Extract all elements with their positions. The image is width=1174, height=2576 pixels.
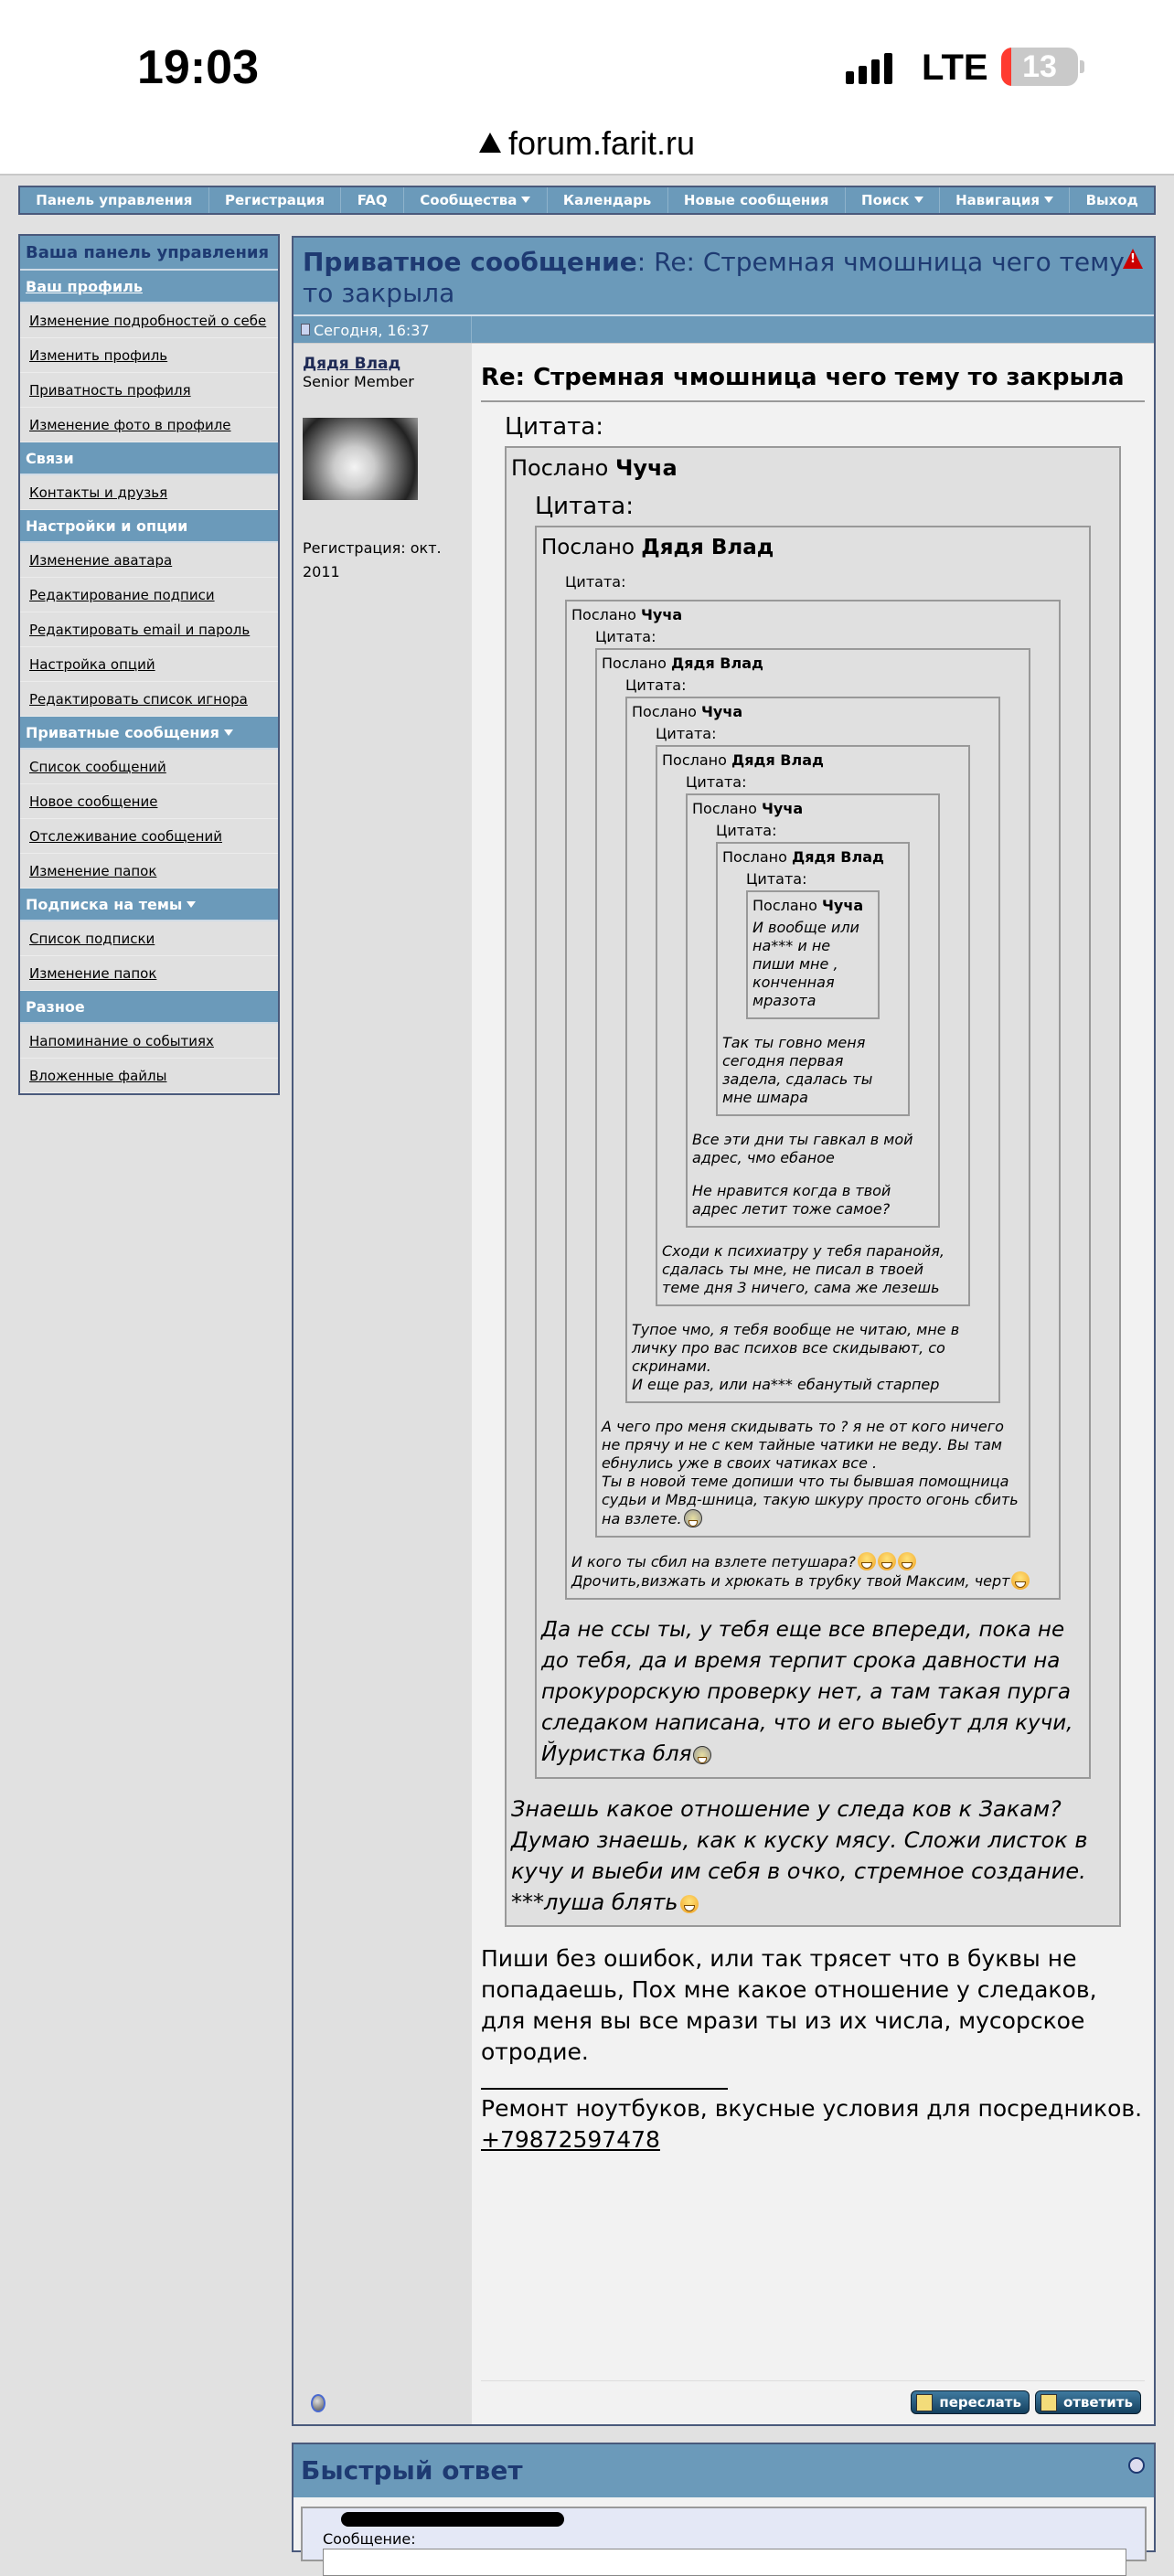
sidebar-item[interactable] [20,819,278,854]
quote-line: Знаешь какое отношение у следа ков к Закам? [511,1796,1062,1822]
quote-author: Дядя Влад [792,848,884,866]
quote-line: Тупое чмо, я тебя вообще не читаю, мне в личку про вас психов все скидывают, со скринами. [632,1321,960,1375]
sidebar-item[interactable] [20,578,278,612]
nav-item[interactable] [404,187,548,213]
collapse-icon[interactable] [1128,2457,1145,2474]
posted-by-label: Послано [571,606,636,623]
quote-paragraph [692,1182,934,1219]
quick-reply-panel [292,2443,1156,2552]
quote-line: Сходи к психиатру у тебя паранойя, сдалась ты мне, не писал в твоей теме дня 3 ничего, сама же лезешь [662,1242,945,1296]
nav-item-label: Регистрация [224,192,326,208]
sidebar-item[interactable] [20,647,278,682]
post-actions [481,2380,1145,2424]
quote-paragraph [571,1552,1054,1591]
sidebar-section-header[interactable] [20,510,278,543]
avatar [303,418,418,500]
dropdown-arrow-icon [1044,197,1053,203]
quote-text [692,1131,934,1219]
sidebar-item[interactable] [20,1059,278,1093]
reply-label: ответить [1062,2394,1133,2411]
quote-block [541,567,1084,1600]
dropdown-arrow-icon[interactable] [224,729,233,736]
sidebar-link[interactable]: Настройка опций [29,656,155,673]
quote-paragraph [692,1131,934,1167]
quote-line: Так ты говно меня сегодня первая задела, сдалась ты мне шмара [722,1034,873,1106]
quote-line: Все эти дни ты гавкал в мой адрес, чмо ебаное [692,1131,913,1166]
sidebar-section-header[interactable] [20,889,278,921]
quick-reply-title: Быстрый ответ [301,2455,523,2486]
reply-icon [1041,2394,1057,2411]
sidebar-item[interactable] [20,475,278,510]
sidebar-item[interactable] [20,956,278,991]
posted-by-label: Послано [511,455,609,481]
sidebar-link[interactable]: Контакты и друзья [29,484,168,501]
quote-block [722,870,903,1019]
quote-label: Цитата: [505,413,603,441]
sidebar-item[interactable] [20,854,278,889]
quote-block [632,725,994,1306]
sidebar-item[interactable] [20,373,278,408]
quote-box [595,648,1030,1538]
quote-line: И кого ты сбил на взлете петушара? [571,1553,856,1570]
report-icon[interactable] [1123,249,1143,269]
battery-level: 13 [1022,49,1057,84]
quote-box [746,890,880,1019]
sidebar-header-label[interactable]: Ваш профиль [26,278,143,295]
sidebar-link[interactable]: Изменение подробностей о себе [29,313,267,329]
forward-label: переслать [939,2394,1021,2411]
sidebar-link[interactable]: Вложенные файлы [29,1068,167,1084]
page-title [294,238,1154,316]
sidebar-link[interactable]: Изменение фото в профиле [29,417,231,433]
dropdown-arrow-icon [914,197,923,203]
quote-paragraph [632,1321,994,1394]
nav-item-label: Новые сообщения [683,192,829,208]
sidebar-section-header[interactable] [20,271,278,303]
quote-paragraph [662,1242,964,1297]
quote-label: Цитата: [716,822,777,839]
message-label: Сообщение: [323,2530,416,2548]
quote-author-line [632,703,994,721]
quote-box [686,793,940,1228]
posted-by-label: Послано [662,751,727,769]
reply-button[interactable] [1035,2390,1141,2414]
ios-status-bar [0,0,1174,176]
sidebar-item[interactable] [20,682,278,717]
spacer [481,2163,1145,2380]
quote-line: Да не ссы ты, у тебя еще все впереди, пока не до тебя, да и время терпит срока давности на прокурорскую проверку нет, а там такая пурга следаком написана, что и его выебут для кучи, Йуристка бля [541,1618,1073,1766]
forward-button[interactable] [911,2390,1030,2414]
username-link[interactable]: Дядя Влад [303,355,401,373]
forward-icon [916,2394,933,2411]
quote-text [571,1552,1054,1591]
post-row [294,344,1154,2424]
nav-item-label: Календарь [562,192,652,208]
quote-paragraph [541,1614,1084,1770]
quote-author-line [571,606,1054,624]
sidebar-section-header[interactable] [20,442,278,475]
sidebar-item[interactable] [20,1024,278,1059]
quote-author-line [752,897,873,915]
grin-emoji-icon [898,1552,916,1570]
nav-item[interactable] [1070,187,1154,213]
nav-item-label: Поиск [861,192,910,208]
nav-item[interactable] [548,187,668,213]
nav-item-label: FAQ [357,192,388,208]
quote-author: Чуча [701,703,743,720]
quick-reply-form [301,2507,1147,2561]
title-subject: Re: Стремная чмошница чего тему то закрыла [303,247,1125,308]
quote-label: Цитата: [746,870,807,888]
phone-link[interactable]: +79872597478 [481,2126,660,2153]
quote-block [511,491,1115,1779]
post-title: Re: Стремная чмошница чего тему то закрыла [481,353,1145,402]
quote-box [505,446,1121,1927]
nav-item[interactable] [846,187,940,213]
quote-text [602,1418,1024,1528]
quote-author-line [722,848,903,867]
quote-text [541,1614,1084,1770]
sidebar-header-label: Ваша панель управления [26,243,270,262]
clock: 19:03 [137,41,259,94]
quote-thread [481,410,1145,1927]
quote-line: И вообще или на*** и не пиши мне , конченная мразота [752,919,859,1009]
sidebar-header-label: Настройки и опции [26,517,188,535]
quote-line: Ты в новой теме допиши что ты бывшая помощница судьи и Мвд-шница, такую шкуру просто огонь сбить на взлете. [602,1473,1019,1528]
signature [481,2093,1145,2163]
sidebar-link[interactable]: Новое сообщение [29,793,158,810]
quote-author-line [662,751,964,770]
nav-item[interactable] [20,187,209,213]
sidebar-link[interactable]: Отслеживание сообщений [29,828,222,845]
sidebar [18,234,280,1095]
signature-text: Ремонт ноутбуков, вкусные условия для посредников. [481,2095,1143,2122]
sidebar-link[interactable]: Список подписки [29,931,155,947]
sidebar-item[interactable] [20,338,278,373]
signal-icon [846,53,892,84]
sidebar-link[interactable]: Изменение аватара [29,552,173,569]
nav-item[interactable] [341,187,403,213]
sidebar-item[interactable] [20,408,278,442]
sidebar-header-label: Приватные сообщения [26,724,219,741]
sidebar-link[interactable]: Редактировать email и пароль [29,622,251,638]
post-date-bar [294,316,1154,344]
quote-author: Чуча [641,606,683,623]
quote-author-line [511,452,1115,484]
dropdown-arrow-icon [521,197,530,203]
quote-author-line [692,800,934,818]
sidebar-item[interactable] [20,750,278,784]
quote-label: Цитата: [686,773,747,791]
quote-text [632,1321,994,1394]
sidebar-link[interactable]: Редактировать список игнора [29,691,248,708]
sidebar-title [20,236,278,271]
online-status-icon [311,2394,326,2412]
quote-line: ***луша блять [511,1889,678,1915]
quote-paragraph [722,1034,903,1107]
sidebar-header-label: Разное [26,998,85,1016]
quote-box [656,745,970,1306]
quote-line: Дрочить,визжать и хрюкать в трубку твой Максим, черт [571,1572,1010,1590]
post-body: Пиши без ошибок, или так трясет что в буквы не попадаешь, Пох мне какое отношение у следаков, для меня вы все мрази ты из их числа, мусорское отродие. [481,1945,1097,2065]
sidebar-item[interactable] [20,303,278,338]
quote-line: Думаю знаешь, как к куску мясу. Сложи листок в кучу и выеби им себя в очко, стремное создание. [511,1827,1088,1884]
quote-author-line [602,655,1024,673]
message-textarea[interactable] [323,2549,1126,2576]
sidebar-link[interactable]: Напоминание о событиях [29,1033,214,1049]
sidebar-link[interactable]: Изменение папок [29,863,157,879]
signature-divider [481,2088,728,2090]
quote-line: И еще раз, или на*** ебанутый старпер [632,1376,940,1393]
quote-author: Чуча [762,800,804,817]
nav-item-label: Выход [1085,192,1138,208]
nav-item[interactable] [668,187,846,213]
quote-paragraph [511,1794,1115,1918]
quote-line: А чего про меня скидывать то ? я не от кого ничего не прячу и не с кем тайные чатики не веду. Вы там ебнулись уже в своих чатиках все . [602,1418,1004,1472]
message-panel [292,236,1156,2426]
quote-author: Дядя Влад [731,751,824,769]
posted-by-label: Послано [632,703,697,720]
warning-icon [479,133,501,153]
quote-block [602,676,1024,1403]
sidebar-link[interactable]: Редактирование подписи [29,587,215,603]
quote-box [716,842,910,1116]
quote-author: Дядя Влад [641,536,774,559]
quote-label: Цитата: [625,676,687,694]
url-text: forum.farit.ru [507,124,696,162]
posted-by-label: Послано [752,897,817,914]
quote-paragraph [602,1418,1024,1528]
user-info [294,344,472,2424]
top-navbar [18,186,1156,215]
posted-by-label: Послано [722,848,787,866]
nav-item[interactable] [209,187,342,213]
quote-label: Цитата: [565,573,626,591]
posted-by-label: Послано [692,800,757,817]
quote-author-line [541,532,1084,563]
nav-item-label: Сообщества [420,192,518,208]
grin-emoji-icon [1011,1571,1030,1590]
sidebar-link[interactable]: Приватность профиля [29,382,191,399]
grin-emoji-icon [878,1552,896,1570]
quote-text [722,1034,903,1107]
quote-author: Чуча [615,455,678,481]
user-rank: Senior Member [303,373,414,390]
network-type: LTE [922,48,988,88]
registration-date: Регистрация: окт. 2011 [303,539,442,580]
battery-tip [1080,60,1084,73]
grimace-smiley-icon [684,1509,702,1528]
nav-item[interactable] [940,187,1071,213]
posted-by-label: Послано [541,536,635,559]
redacted-bar [341,2512,564,2527]
content-column [292,236,1156,2552]
quote-text [752,919,873,1010]
title-separator: : [636,247,646,277]
quote-paragraph [752,919,873,1010]
quote-box [625,697,1000,1403]
battery-icon [1001,48,1078,86]
post-icon [301,324,310,335]
quote-block [662,773,964,1228]
post-content [472,344,1154,2424]
quote-block [571,628,1054,1538]
grin-emoji-icon [680,1895,699,1913]
sidebar-section-header[interactable] [20,991,278,1024]
grimace-smiley-icon [693,1746,711,1764]
quote-author: Дядя Влад [671,655,763,672]
nav-item-label: Навигация [955,192,1040,208]
dropdown-arrow-icon[interactable] [187,901,196,908]
grin-emoji-icon [858,1552,876,1570]
quote-author: Чуча [822,897,864,914]
sidebar-item[interactable] [20,784,278,819]
quote-text [511,1794,1115,1918]
sidebar-item[interactable] [20,543,278,578]
quote-block [505,413,1145,1927]
nav-item-label: Панель управления [36,192,193,208]
quote-text [662,1242,964,1297]
sidebar-section-header[interactable] [20,717,278,750]
sidebar-item[interactable] [20,921,278,956]
quote-line: Не нравится когда в твой адрес летит тоже самое? [692,1182,891,1218]
quote-label: Цитата: [656,725,717,742]
sidebar-item[interactable] [20,612,278,647]
quote-box [565,600,1061,1600]
post-date: Сегодня, 16:37 [314,322,430,339]
quote-box [535,526,1091,1779]
sidebar-link[interactable]: Изменение папок [29,965,157,982]
sidebar-link[interactable]: Список сообщений [29,759,166,775]
address-bar[interactable] [0,124,1174,163]
posted-by-label: Послано [602,655,667,672]
quote-block [692,822,934,1116]
quick-reply-header [294,2444,1154,2497]
quote-label: Цитата: [595,628,656,645]
sidebar-link[interactable]: Изменить профиль [29,347,168,364]
title-prefix: Приватное сообщение [303,247,637,277]
sidebar-header-label: Связи [26,450,74,467]
quote-label: Цитата: [535,493,634,520]
sidebar-header-label: Подписка на темы [26,896,183,913]
